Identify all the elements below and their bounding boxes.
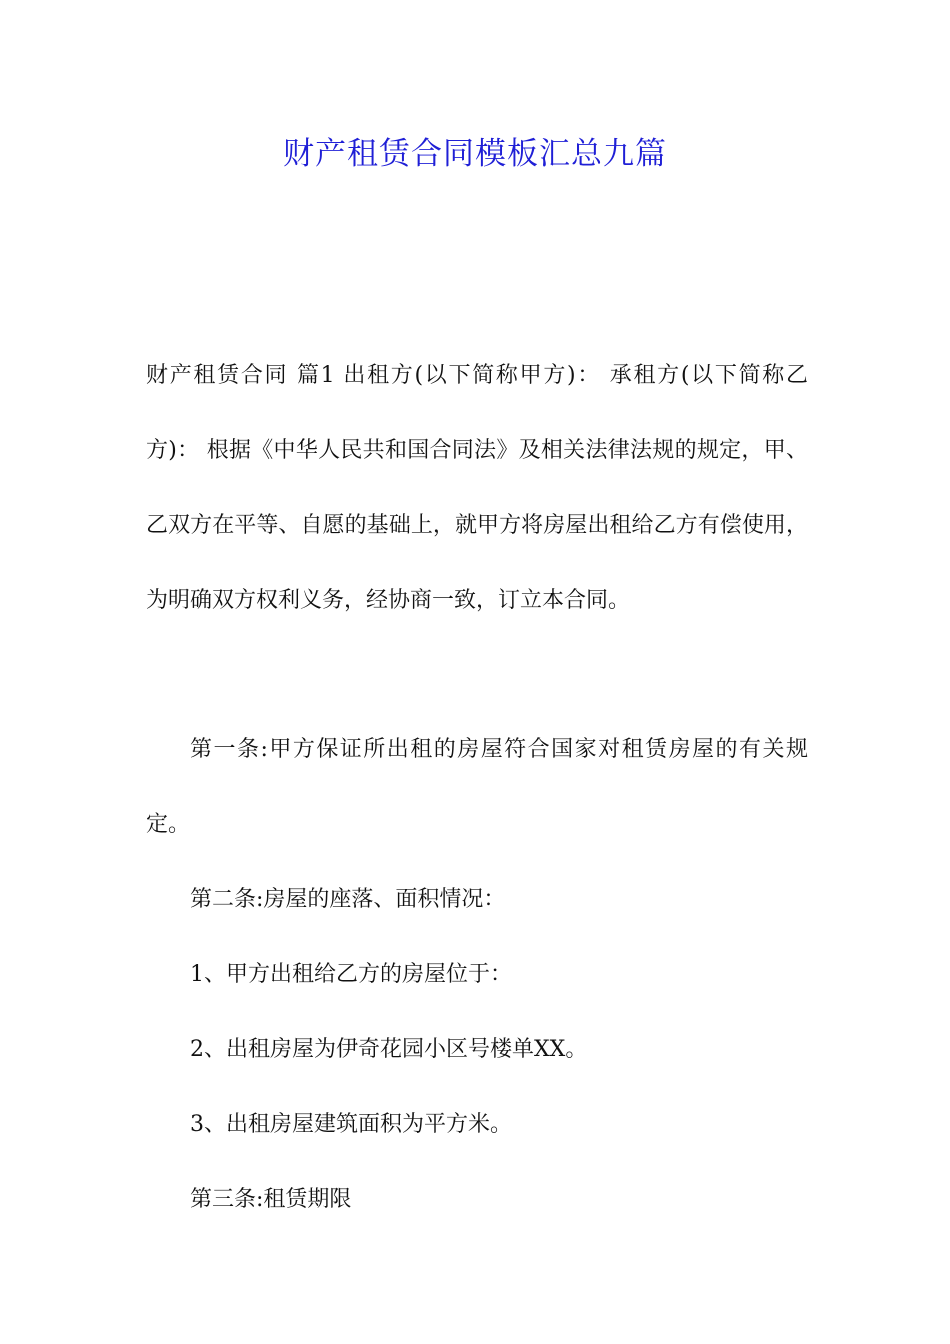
- article-2-paragraph: 第二条:房屋的座落、面积情况：: [190, 887, 506, 912]
- article-2-item-1: 1、甲方出租给乙方的房屋位于：: [190, 962, 512, 987]
- document-title: 财产租赁合同模板汇总九篇: [283, 136, 667, 172]
- article-2-item-3: 3、出租房屋建筑面积为平方米。: [190, 1112, 512, 1137]
- article-1-paragraph: 第一条:甲方保证所出租的房屋符合国家对租赁房屋的有关规定。: [146, 737, 808, 837]
- article-3-heading: 第三条:租赁期限: [190, 1187, 352, 1212]
- intro-paragraph: 财产租赁合同 篇1 出租方(以下简称甲方)： 承租方(以下简称乙方)： 根据《中华人民共和国合同法》及相关法律法规的规定，甲、乙双方在平等、自愿的基础上，就甲方将房屋出租给乙方有偿使用，为明确双方权利义务，经协商一致，订立本合同。: [146, 363, 808, 613]
- article-2-item-2: 2、出租房屋为伊奇花园小区号楼单XX。: [190, 1037, 588, 1062]
